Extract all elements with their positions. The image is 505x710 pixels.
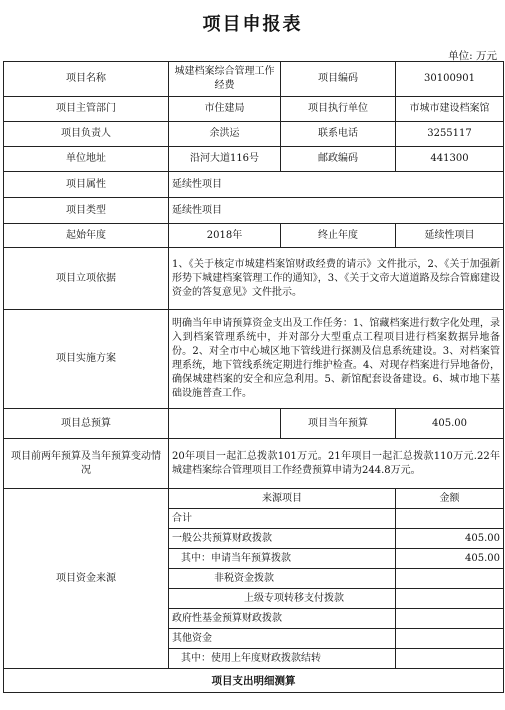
end-year-label: 终止年度 <box>281 224 396 248</box>
phone-label: 联系电话 <box>281 122 396 147</box>
funding-header-row <box>4 489 504 509</box>
type-label: 项目类型 <box>4 198 169 224</box>
attribute-value: 延续性项目 <box>169 172 504 198</box>
funding-source-name: 政府性基金预算财政拨款 <box>169 609 396 629</box>
type-value: 延续性项目 <box>169 198 504 224</box>
exec-unit-value: 市城市建设档案馆 <box>396 97 504 122</box>
funding-source-name: 非税资金拨款 <box>169 569 396 589</box>
funding-source-name: 合计 <box>169 509 396 529</box>
dept-value: 市住建局 <box>169 97 281 122</box>
history-label: 项目前两年预算及当年预算变动情况 <box>4 439 169 489</box>
row-project-name <box>4 62 504 97</box>
funding-amount <box>396 569 504 589</box>
phone-value: 3255117 <box>396 122 504 147</box>
funding-amount: 405.00 <box>396 549 504 569</box>
zip-value: 441300 <box>396 147 504 172</box>
row-years <box>4 224 504 248</box>
funding-amount <box>396 649 504 669</box>
row-type <box>4 198 504 224</box>
funding-amount <box>396 609 504 629</box>
funding-amount <box>396 509 504 529</box>
basis-label: 项目立项依据 <box>4 248 169 310</box>
funding-amount <box>396 629 504 649</box>
start-year-value: 2018年 <box>169 224 281 248</box>
address-value: 沿河大道116号 <box>169 147 281 172</box>
current-budget-value: 405.00 <box>396 409 504 439</box>
row-basis <box>4 248 504 310</box>
project-code-value: 30100901 <box>396 62 504 97</box>
funding-source-name: 一般公共预算财政拨款 <box>169 529 396 549</box>
plan-label: 项目实施方案 <box>4 310 169 409</box>
funding-amount-header: 金额 <box>396 489 504 509</box>
end-year-value: 延续性项目 <box>396 224 504 248</box>
detail-section-title: 项目支出明细测算 <box>4 669 504 693</box>
row-leader <box>4 122 504 147</box>
unit-label: 单位: 万元 <box>448 50 497 62</box>
funding-label: 项目资金来源 <box>4 489 169 669</box>
plan-text: 明确当年申请预算资金支出及工作任务：1、馆藏档案进行数字化处理，录入到档案管理系统中，并对部分大型重点工程项目进行档案数据异地备份。2、对全市中心城区地下管线进行探测及信息系统建设。3、对档案管理系统，地下管线系统定期进行维护检查。4、对现存档案进行异地备份，确保城建档案的安全和应急利用。5、新馆配套设备建设。6、城市地下基础设施普查工作。 <box>169 310 504 409</box>
leader-value: 余洪运 <box>169 122 281 147</box>
funding-source-name: 其中：申请当年预算拨款 <box>169 549 396 569</box>
row-address <box>4 147 504 172</box>
row-plan <box>4 310 504 409</box>
dept-label: 项目主管部门 <box>4 97 169 122</box>
leader-label: 项目负责人 <box>4 122 169 147</box>
application-form-table <box>3 61 504 693</box>
row-dept <box>4 97 504 122</box>
funding-amount <box>396 589 504 609</box>
project-name-value: 城建档案综合管理工作经费 <box>169 62 281 97</box>
basis-text: 1、《关于核定市城建档案馆财政经费的请示》文件批示，2、《关于加强新形势下城建档案管理工作的通知》，3、《关于文帝大道道路及综合管廊建设资金的答复意见》文件批示。 <box>169 248 504 310</box>
row-attribute <box>4 172 504 198</box>
total-budget-value <box>169 409 281 439</box>
total-budget-label: 项目总预算 <box>4 409 169 439</box>
exec-unit-label: 项目执行单位 <box>281 97 396 122</box>
funding-source-name: 其他资金 <box>169 629 396 649</box>
attribute-label: 项目属性 <box>4 172 169 198</box>
document-title: 项目申报表 <box>202 14 303 35</box>
current-budget-label: 项目当年预算 <box>281 409 396 439</box>
funding-amount: 405.00 <box>396 529 504 549</box>
row-detail-section <box>4 669 504 693</box>
history-text: 20年项目一起汇总拨款101万元。21年项目一起汇总拨款110万元.22年城建档案综合管理项目工作经费预算申请为244.8万元。 <box>169 439 504 489</box>
project-code-label: 项目编码 <box>281 62 396 97</box>
address-label: 单位地址 <box>4 147 169 172</box>
funding-source-name: 其中：使用上年度财政拨款结转 <box>169 649 396 669</box>
project-name-label: 项目名称 <box>4 62 169 97</box>
zip-label: 邮政编码 <box>281 147 396 172</box>
funding-source-header: 来源项目 <box>169 489 396 509</box>
row-budget <box>4 409 504 439</box>
funding-source-name: 上级专项转移支付拨款 <box>169 589 396 609</box>
row-history <box>4 439 504 489</box>
start-year-label: 起始年度 <box>4 224 169 248</box>
